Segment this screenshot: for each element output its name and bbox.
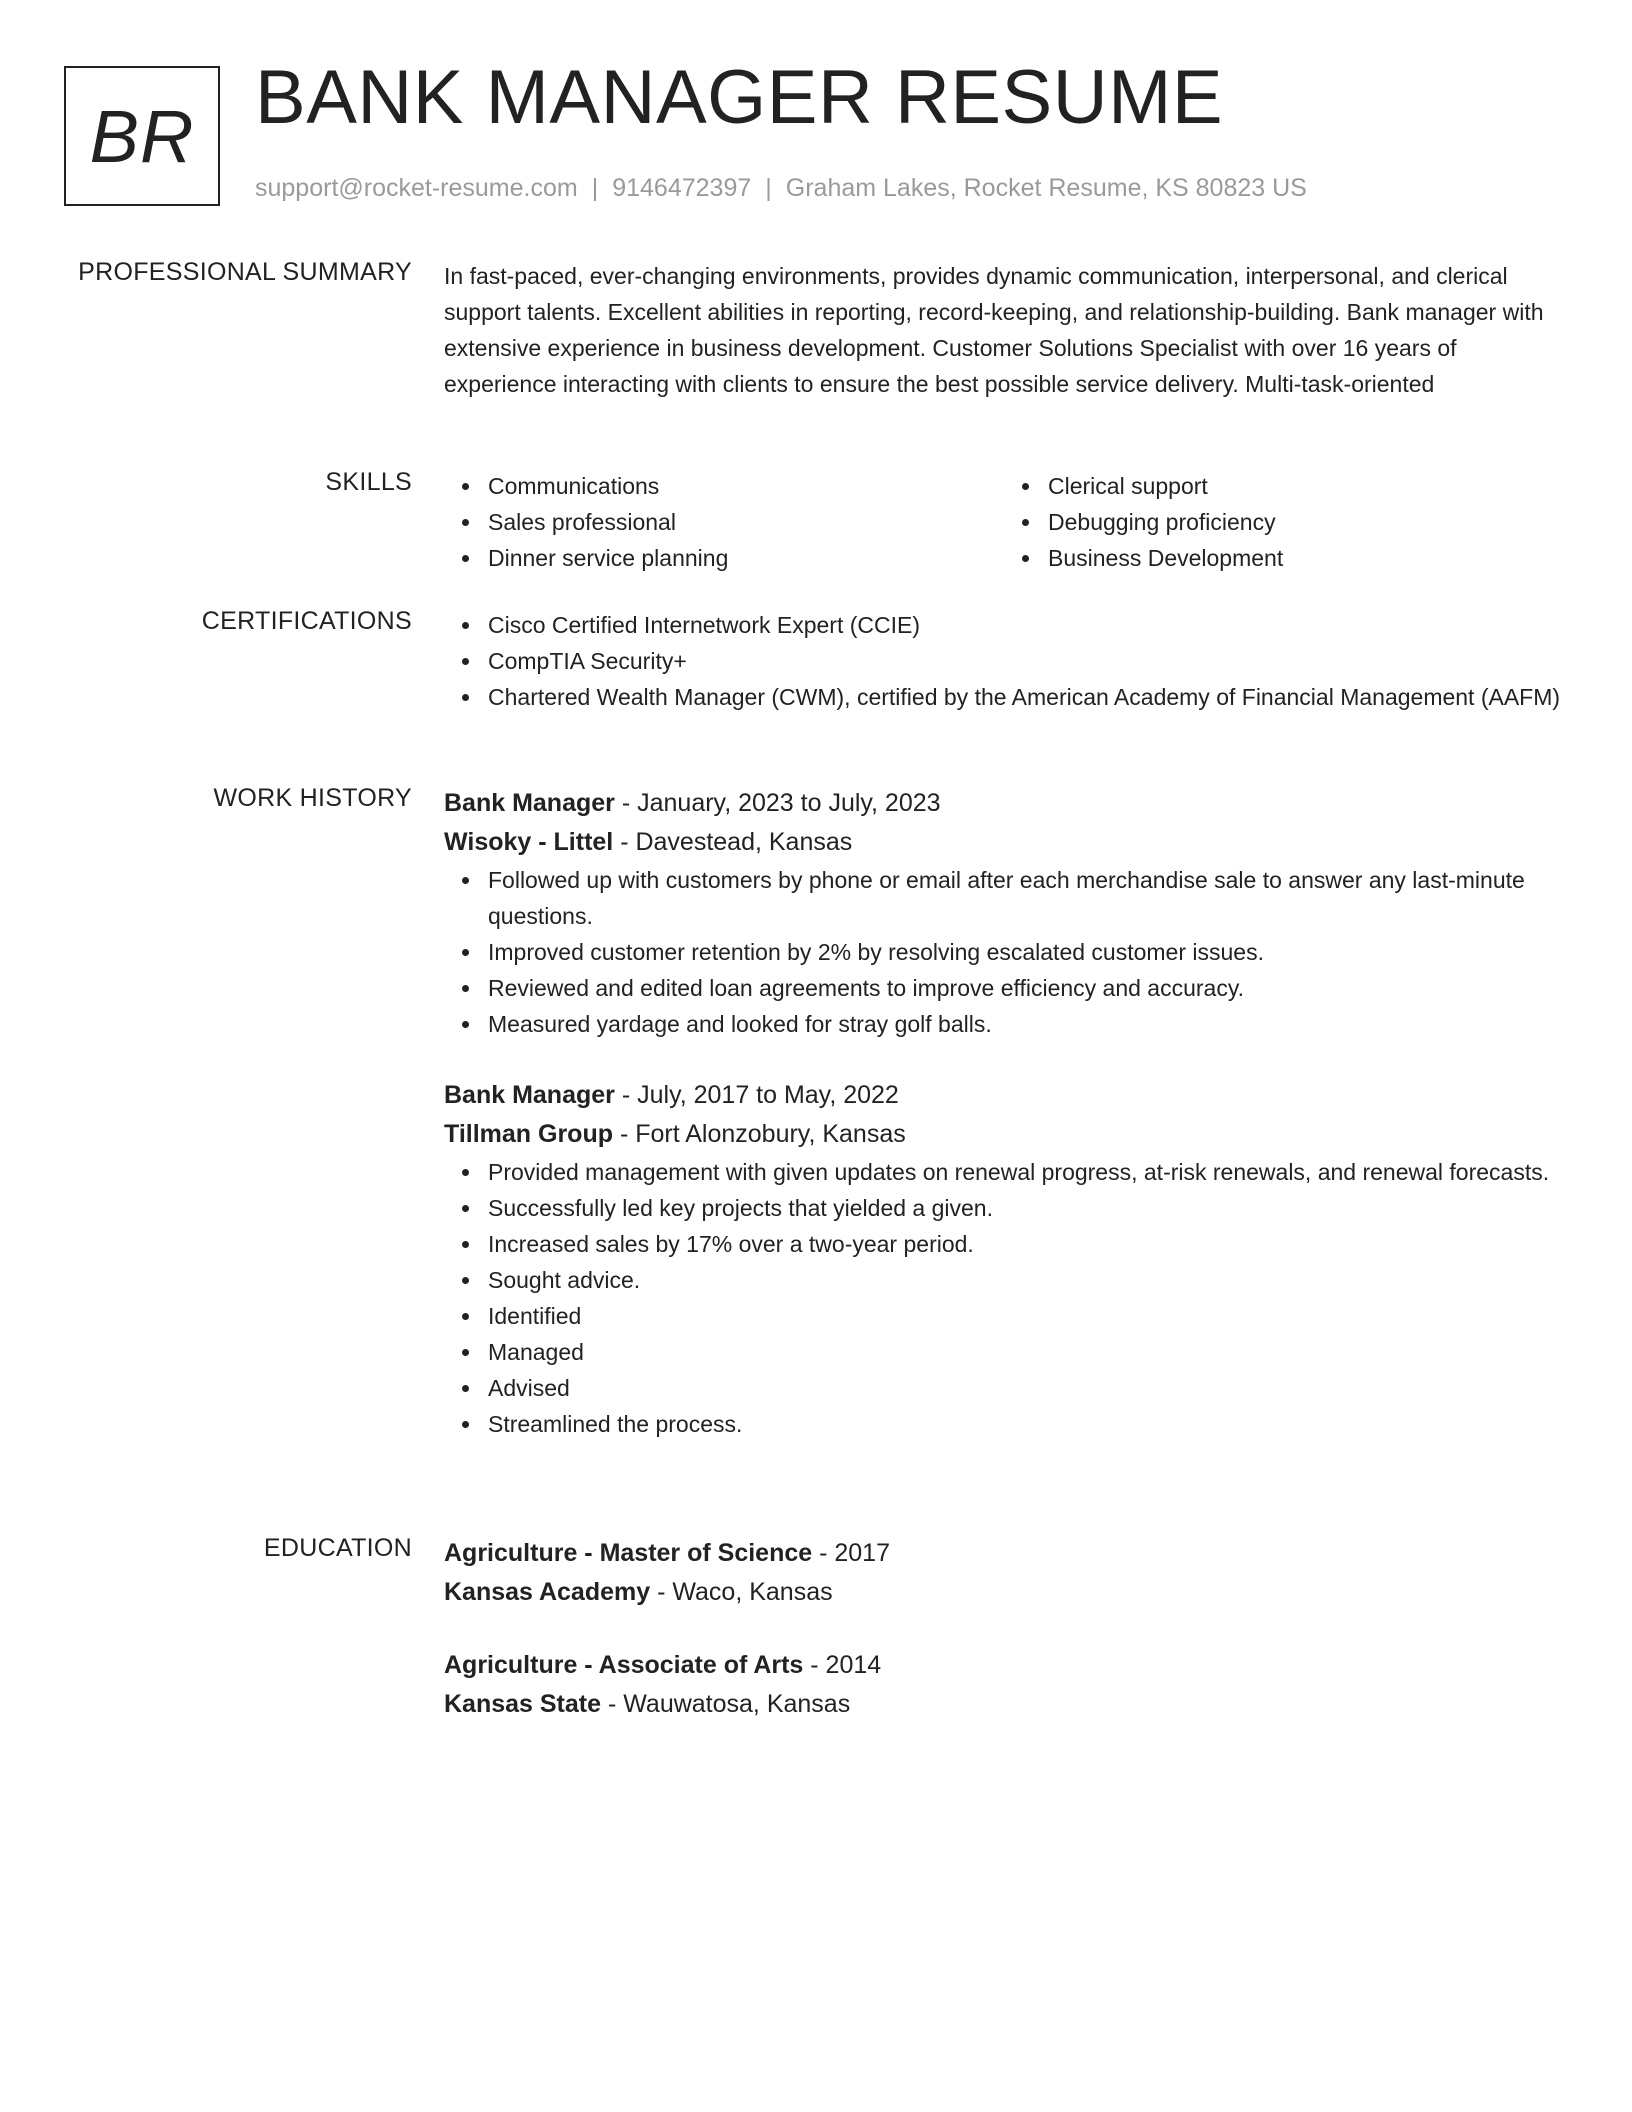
education-school: Kansas State (444, 1690, 602, 1718)
job-bullet: Streamlined the process. (488, 1406, 1564, 1442)
section-label: PROFESSIONAL SUMMARY (78, 258, 412, 286)
skill-item: Sales professional (488, 504, 1004, 540)
section-body (444, 784, 1564, 1442)
education-year: - 2017 (812, 1539, 890, 1567)
skills-columns (444, 468, 1564, 576)
job-location: - Fort Alonzobury, Kansas (613, 1120, 906, 1148)
education-school-line (444, 1573, 1564, 1612)
certification-item: CompTIA Security+ (488, 643, 1564, 679)
job-bullet: Reviewed and edited loan agreements to improve efficiency and accuracy. (488, 970, 1564, 1006)
skill-item: Communications (488, 468, 1004, 504)
contact-line (255, 174, 1307, 203)
section-label: SKILLS (325, 468, 412, 496)
certification-item: Chartered Wealth Manager (CWM), certified by the American Academy of Financial Management (AAFM) (488, 679, 1564, 715)
job-title: Bank Manager (444, 789, 615, 817)
education-location: - Wauwatosa, Kansas (601, 1690, 851, 1718)
job-bullet: Sought advice. (488, 1262, 1564, 1298)
section-label: EDUCATION (263, 1534, 412, 1562)
section-body (444, 607, 1564, 715)
monogram-initials: BR (89, 94, 195, 178)
section-body (444, 1534, 1564, 1724)
summary-text: In fast-paced, ever-changing environments, provides dynamic communication, interpersonal, and clerical support talents. Excellent abilities in reporting, record-keeping, and relationship-building. Bank manager with extensive experience in business development. Customer Solutions Specialist with over 16 years of experience interacting with clients to ensure the best possible service delivery. Multi-task-oriented (444, 263, 1544, 397)
job-entry (444, 1076, 1564, 1442)
job-bullets (444, 862, 1564, 1042)
education-school-line (444, 1685, 1564, 1724)
job-location: - Davestead, Kansas (613, 828, 853, 856)
section-label: WORK HISTORY (213, 784, 412, 812)
job-bullet: Identified (488, 1298, 1564, 1334)
job-bullet: Followed up with customers by phone or email after each merchandise sale to answer any last-minute questions. (488, 862, 1564, 934)
contact-separator: | (765, 174, 772, 202)
job-bullet: Improved customer retention by 2% by resolving escalated customer issues. (488, 934, 1564, 970)
contact-address: Graham Lakes, Rocket Resume, KS 80823 US (785, 174, 1307, 202)
job-dates: - July, 2017 to May, 2022 (614, 1081, 899, 1109)
job-bullet: Managed (488, 1334, 1564, 1370)
section-body (444, 258, 1564, 402)
contact-phone[interactable]: 9146472397 (612, 174, 752, 202)
skills-list-right (1004, 468, 1564, 576)
section-label: CERTIFICATIONS (201, 607, 412, 635)
job-bullets (444, 1154, 1564, 1442)
job-title-line (444, 784, 1564, 823)
job-bullet: Advised (488, 1370, 1564, 1406)
contact-email[interactable]: support@rocket-resume.com (255, 174, 578, 202)
education-entry (444, 1646, 1564, 1724)
certifications-list (444, 607, 1564, 715)
job-dates: - January, 2023 to July, 2023 (614, 789, 941, 817)
job-company-line (444, 1115, 1564, 1154)
job-company-line (444, 823, 1564, 862)
resume-title: BANK MANAGER RESUME (255, 55, 1224, 140)
skill-item: Dinner service planning (488, 540, 1004, 576)
job-bullet: Measured yardage and looked for stray golf balls. (488, 1006, 1564, 1042)
skill-item: Business Development (1048, 540, 1564, 576)
education-degree: Agriculture - Master of Science (444, 1539, 813, 1567)
education-entry (444, 1534, 1564, 1612)
skill-item: Debugging proficiency (1048, 504, 1564, 540)
job-bullet: Successfully led key projects that yielded a given. (488, 1190, 1564, 1226)
education-degree-line (444, 1646, 1564, 1685)
education-school: Kansas Academy (444, 1578, 651, 1606)
certification-item: Cisco Certified Internetwork Expert (CCIE) (488, 607, 1564, 643)
job-title: Bank Manager (444, 1081, 615, 1109)
education-degree: Agriculture - Associate of Arts (444, 1651, 804, 1679)
contact-separator: | (591, 174, 599, 202)
education-year: - 2014 (803, 1651, 882, 1679)
monogram-badge (64, 66, 220, 206)
education-location: - Waco, Kansas (650, 1578, 833, 1606)
job-title-line (444, 1076, 1564, 1115)
job-entry (444, 784, 1564, 1042)
job-company: Tillman Group (444, 1120, 613, 1148)
job-bullet: Provided management with given updates on renewal progress, at-risk renewals, and renewal forecasts. (488, 1154, 1564, 1190)
job-bullet: Increased sales by 17% over a two-year period. (488, 1226, 1564, 1262)
education-degree-line (444, 1534, 1564, 1573)
skills-list-left (444, 468, 1004, 576)
job-company: Wisoky - Littel (444, 828, 614, 856)
skill-item: Clerical support (1048, 468, 1564, 504)
